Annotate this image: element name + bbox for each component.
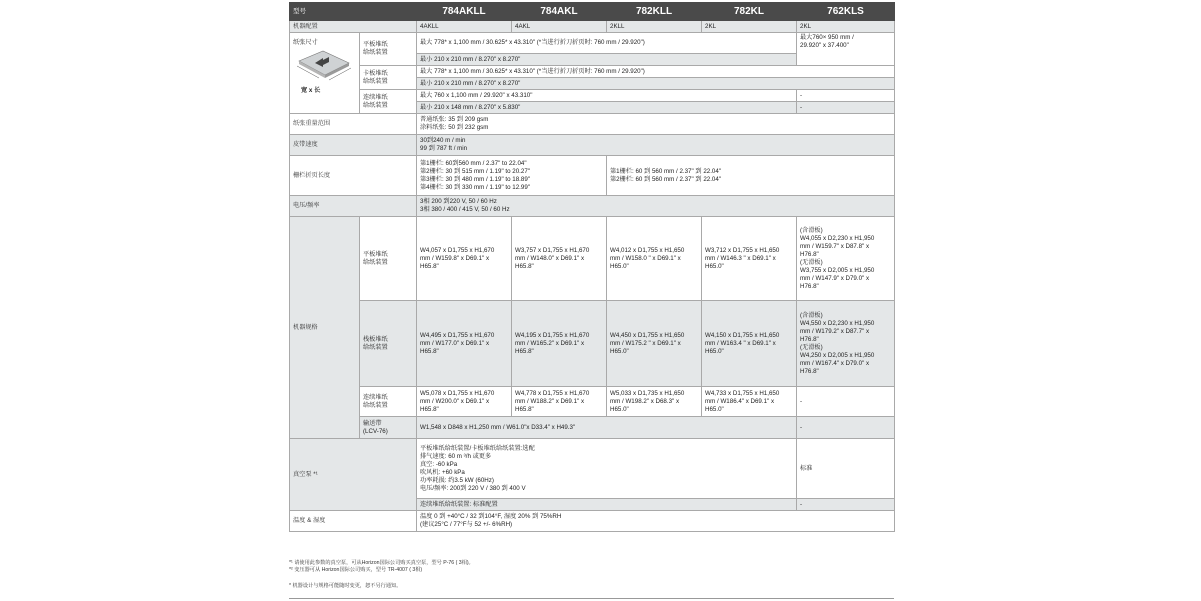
dim-card-label: 栈板堆纸 给纸装置 xyxy=(360,301,417,387)
dim-card-cell: W4,150 x D1,755 x H1,650 mm / W163.4 " x D69.1" x H65.0" xyxy=(702,301,797,387)
dim-cont-cell: - xyxy=(797,387,895,417)
footnotes xyxy=(289,560,894,590)
card-max-size: 最大 778* x 1,100 mm / 30.625* x 43.310" (*当进行折刀折页时: 760 mm / 29.920") xyxy=(417,66,895,78)
dim-card-cell: (含滑板) W4,550 x D2,230 x H1,950 mm / W179.2" x D87.7" x H76.8" (无滑板) W4,250 x D2,005 x H1,950 mm / W167.4" x D79.0" x H76.8" xyxy=(797,301,895,387)
voltage-label: 电压/频率 xyxy=(290,196,417,217)
config-cell: 4AKL xyxy=(512,21,607,33)
dim-flat-cell: W3,712 x D1,755 x H1,650 mm / W146.3 " x D69.1" x H65.0" xyxy=(702,217,797,301)
fold-two-plate: 第1栅栏: 60 到 560 mm / 2.37" 到 22.04" 第2栅栏: 60 到 560 mm / 2.37" 到 22.04" xyxy=(607,156,895,196)
config-cell: 2KL xyxy=(797,21,895,33)
fold-four-plate: 第1栅栏: 60到560 mm / 2.37" to 22.04" 第2栅栏: 30 到 515 mm / 1.19" to 20.27" 第3栅栏: 30 到 480 mm / 1.19" to 18.89" 第4栅栏: 30 到 330 mm / 1.19" to 12.99" xyxy=(417,156,607,196)
paper-feed-diagram-icon xyxy=(293,47,355,83)
env-value: 温度 0 到 +40°C / 32 到104°F, 湿度 20% 到 75%RH (建议25°C / 77°F与 52 +/- 6%RH) xyxy=(417,511,895,532)
weight-row xyxy=(290,114,895,135)
header-row xyxy=(290,3,895,21)
dim-card-cell: W4,450 x D1,755 x H1,650 mm / W175.2 " x D69.1" x H65.0" xyxy=(607,301,702,387)
footnote: *² 变压器可从 Horizon国际公司购买，型号 TR-4007 ( 3相) xyxy=(289,567,423,573)
belt-row xyxy=(290,135,895,156)
bottom-divider xyxy=(289,598,894,599)
model-header: 784AKLL xyxy=(417,3,512,21)
continuous-min-na: - xyxy=(797,102,895,114)
dim-card-row xyxy=(290,301,895,387)
weight-label: 纸张重量范围 xyxy=(290,114,417,135)
belt-label: 皮带速度 xyxy=(290,135,417,156)
vacuum-value: 平板堆纸给纸装置/卡板堆纸给纸装置:选配 排气速度: 60 m ³/h 或更多 真空: -60 kPa 吹风机: +60 kPa 功率耗损: 约3.5 kW (60Hz) 电压/频率: 200到 220 V / 380 到 400 V xyxy=(417,439,797,499)
env-label: 温度 & 湿度 xyxy=(290,511,417,532)
card-min-size: 最小 210 x 210 mm / 8.270" x 8.270" xyxy=(417,78,895,90)
continuous-max-na: - xyxy=(797,90,895,102)
dim-conveyor-row xyxy=(290,417,895,439)
config-row xyxy=(290,21,895,33)
spec-sheet xyxy=(289,2,894,532)
dim-cont-cell: W4,733 x D1,755 x H1,650 mm / W186.4" x D69.1" x H65.0" xyxy=(702,387,797,417)
conveyor-value: W1,548 x D848 x H1,250 mm / W61.0"x D33.4" x H49.3" xyxy=(417,417,797,439)
dim-flat-cell: (含滑板) W4,055 x D2,230 x H1,950 mm / W159.7" x D87.8" x H76.8" (无滑板) W3,755 x D2,005 x H1,950 mm / W147.9" x D79.0" x H76.8" xyxy=(797,217,895,301)
env-row xyxy=(290,511,895,532)
card-feeder-label: 卡板堆纸 给纸装置 xyxy=(360,66,417,90)
paper-cont-max-row xyxy=(290,90,895,102)
dim-flat-cell: W4,012 x D1,755 x H1,650 mm / W158.0 " x D69.1" x H65.0" xyxy=(607,217,702,301)
model-header: 784AKL xyxy=(512,3,607,21)
footnote: *¹ 请使用此参数的真空泵，可从Horizon国际公司购买真空泵，型号 P-76 ( 3相)。 xyxy=(289,560,474,566)
dimensions-label: 机器规格 xyxy=(290,217,360,439)
dim-cont-label: 连续堆纸 给纸装置 xyxy=(360,387,417,417)
dim-cont-cell: W4,778 x D1,755 x H1,670 mm / W188.2" x D69.1" x H65.8" xyxy=(512,387,607,417)
dim-flat-cell: W3,757 x D1,755 x H1,670 mm / W148.0" x D69.1" x H65.8" xyxy=(512,217,607,301)
belt-value: 30到240 m / min 99 到 787 ft / min xyxy=(417,135,895,156)
voltage-row xyxy=(290,196,895,217)
flat-max-size-762: 最大760× 950 mm / 29.920" x 37.400" xyxy=(797,33,895,66)
dim-card-cell: W4,495 x D1,755 x H1,670 mm / W177.0" x D69.1" x H65.8" xyxy=(417,301,512,387)
dim-flat-cell: W4,057 x D1,755 x H1,670 mm / W159.8" x D69.1" x H65.8" xyxy=(417,217,512,301)
voltage-value: 3相 200 到220 V, 50 / 60 Hz 3相 380 / 400 / 415 V, 50 / 60 Hz xyxy=(417,196,895,217)
conveyor-label: 输送带 (LCV-76) xyxy=(360,417,417,439)
vacuum-label: 真空泵 *¹ xyxy=(290,439,417,511)
dim-cont-row xyxy=(290,387,895,417)
flat-min-size: 最小 210 x 210 mm / 8.270" x 8.270" xyxy=(417,54,797,66)
config-cell: 4AKLL xyxy=(417,21,512,33)
flat-max-size: 最大 778* x 1,100 mm / 30.625* x 43.310" (*当进行折刀折页时: 760 mm / 29.920") xyxy=(417,33,797,54)
continuous-min-size: 最小 210 x 148 mm / 8.270" x 5.830" xyxy=(417,102,797,114)
model-header: 762KLS xyxy=(797,3,895,21)
continuous-max-size: 最大 760 x 1,100 mm / 29.920" x 43.310" xyxy=(417,90,797,102)
vacuum-continuous-na: - xyxy=(797,499,895,511)
config-cell: 2KLL xyxy=(607,21,702,33)
fold-label: 栅栏折页长度 xyxy=(290,156,417,196)
config-label: 机器配置 xyxy=(290,21,417,33)
paper-size-illus-label: 宽 x 长 xyxy=(301,87,321,94)
dim-flat-row xyxy=(290,217,895,301)
conveyor-na: - xyxy=(797,417,895,439)
paper-flat-max-row xyxy=(290,33,895,54)
paper-card-max-row xyxy=(290,66,895,78)
vacuum-standard: 标准 xyxy=(797,439,895,499)
paper-size-label: 纸张尺寸 xyxy=(293,39,318,46)
dim-cont-cell: W5,033 x D1,735 x H1,650 mm / W198.2" x D68.3" x H65.0" xyxy=(607,387,702,417)
model-label: 型号 xyxy=(290,3,417,21)
config-cell: 2KL xyxy=(702,21,797,33)
model-header: 782KL xyxy=(702,3,797,21)
continuous-feeder-label: 连续堆纸 给纸装置 xyxy=(360,90,417,114)
spec-table xyxy=(289,2,895,532)
dim-card-cell: W4,195 x D1,755 x H1,670 mm / W165.2" x D69.1" x H65.8" xyxy=(512,301,607,387)
flat-feeder-label: 平板堆纸 给纸装置 xyxy=(360,33,417,66)
paper-size-cell xyxy=(290,33,360,114)
vacuum-continuous: 连续堆纸给纸装置: 标准配置 xyxy=(417,499,797,511)
weight-value: 普通纸张: 35 到 209 gsm 涂料纸张: 50 到 232 gsm xyxy=(417,114,895,135)
vacuum-row xyxy=(290,439,895,499)
model-header: 782KLL xyxy=(607,3,702,21)
dim-flat-label: 平板堆纸 给纸装置 xyxy=(360,217,417,301)
fold-row xyxy=(290,156,895,196)
dim-cont-cell: W5,078 x D1,755 x H1,670 mm / W200.0" x D69.1" x H65.8" xyxy=(417,387,512,417)
footnote: * 机器设计与规格可能随时变更，恕不另行通知。 xyxy=(289,583,402,589)
paper-size-illustration xyxy=(293,47,356,103)
